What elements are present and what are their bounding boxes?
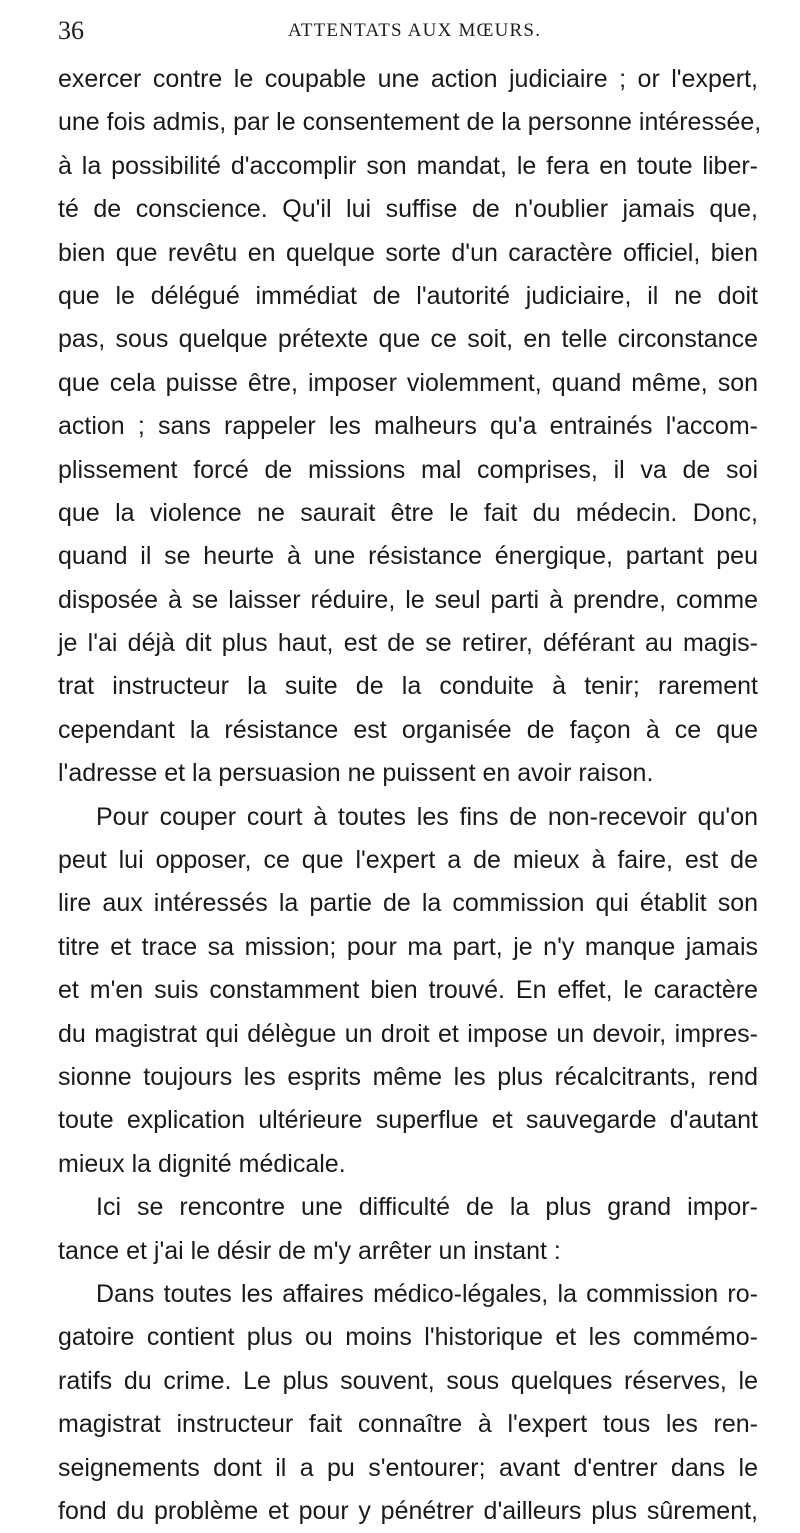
text-line: à la possibilité d'accomplir son mandat, le fera en toute liber- — [58, 151, 758, 180]
text-line: et m'en suis constamment bien trouvé. En effet, le caractère — [58, 976, 758, 1005]
text-line: que cela puisse être, imposer violemment, quand même, son — [58, 368, 758, 397]
text-line: mieux la dignité médicale. — [58, 1149, 346, 1178]
text-line: fond du problème et pour y pénétrer d'ailleurs plus sûrement, — [58, 1496, 758, 1525]
running-title: ATTENTATS AUX MŒURS. — [288, 20, 542, 41]
text-line: seignements dont il a pu s'entourer; avant d'entrer dans le — [58, 1453, 758, 1482]
text-line: l'adresse et la persuasion ne puissent en avoir raison. — [58, 759, 654, 788]
text-line: cependant la résistance est organisée de façon à ce que — [58, 715, 758, 744]
text-line: exercer contre le coupable une action judiciaire ; or l'expert, — [58, 65, 758, 93]
text-line: magistrat instructeur fait connaître à l'expert tous les ren- — [58, 1410, 758, 1439]
text-line: pas, sous quelque prétexte que ce soit, en telle circonstance — [58, 325, 758, 354]
page-number: 36 — [58, 16, 84, 45]
text-line: té de conscience. Qu'il lui suffise de n'oublier jamais que, — [58, 195, 758, 224]
text-line: titre et trace sa mission; pour ma part, je n'y manque jamais — [58, 932, 758, 961]
running-header — [58, 14, 758, 48]
text-line: Ici se rencontre une difficulté de la plus grand impor- — [96, 1193, 758, 1222]
text-line: action ; sans rappeler les malheurs qu'a entrainés l'accom- — [58, 412, 758, 441]
text-line: ratifs du crime. Le plus souvent, sous quelques réserves, le — [58, 1366, 758, 1395]
text-line: disposée à se laisser réduire, le seul parti à prendre, comme — [58, 585, 758, 614]
text-line: toute explication ultérieure superflue et sauvegarde d'autant — [58, 1106, 758, 1135]
text-line: lire aux intéressés la partie de la commission qui établit son — [58, 889, 758, 918]
text-line: du magistrat qui délègue un droit et impose un devoir, impres- — [58, 1019, 758, 1048]
text-line: que le délégué immédiat de l'autorité judiciaire, il ne doit — [58, 281, 758, 310]
text-line: Pour couper court à toutes les fins de non-recevoir qu'on — [96, 802, 758, 831]
body-text — [58, 58, 762, 1533]
text-line: peut lui opposer, ce que l'expert a de mieux à faire, est de — [58, 846, 758, 875]
text-line: plissement forcé de missions mal comprises, il va de soi — [58, 455, 758, 484]
text-line: quand il se heurte à une résistance énergique, partant peu — [58, 542, 758, 571]
text-line: Dans toutes les affaires médico-légales, la commission ro- — [96, 1279, 758, 1308]
text-line: trat instructeur la suite de la conduite à tenir; rarement — [58, 672, 758, 701]
text-line: bien que revêtu en quelque sorte d'un caractère officiel, bien — [58, 238, 758, 267]
text-line: une fois admis, par le consentement de la personne intéressée, — [58, 108, 762, 137]
text-line: je l'ai déjà dit plus haut, est de se retirer, déférant au magis- — [58, 629, 758, 658]
text-line: gatoire contient plus ou moins l'historique et les commémo- — [58, 1323, 758, 1352]
text-line: que la violence ne saurait être le fait du médecin. Donc, — [58, 498, 758, 527]
text-line: sionne toujours les esprits même les plus récalcitrants, rend — [58, 1062, 758, 1091]
text-line: tance et j'ai le désir de m'y arrêter un instant : — [58, 1236, 561, 1265]
